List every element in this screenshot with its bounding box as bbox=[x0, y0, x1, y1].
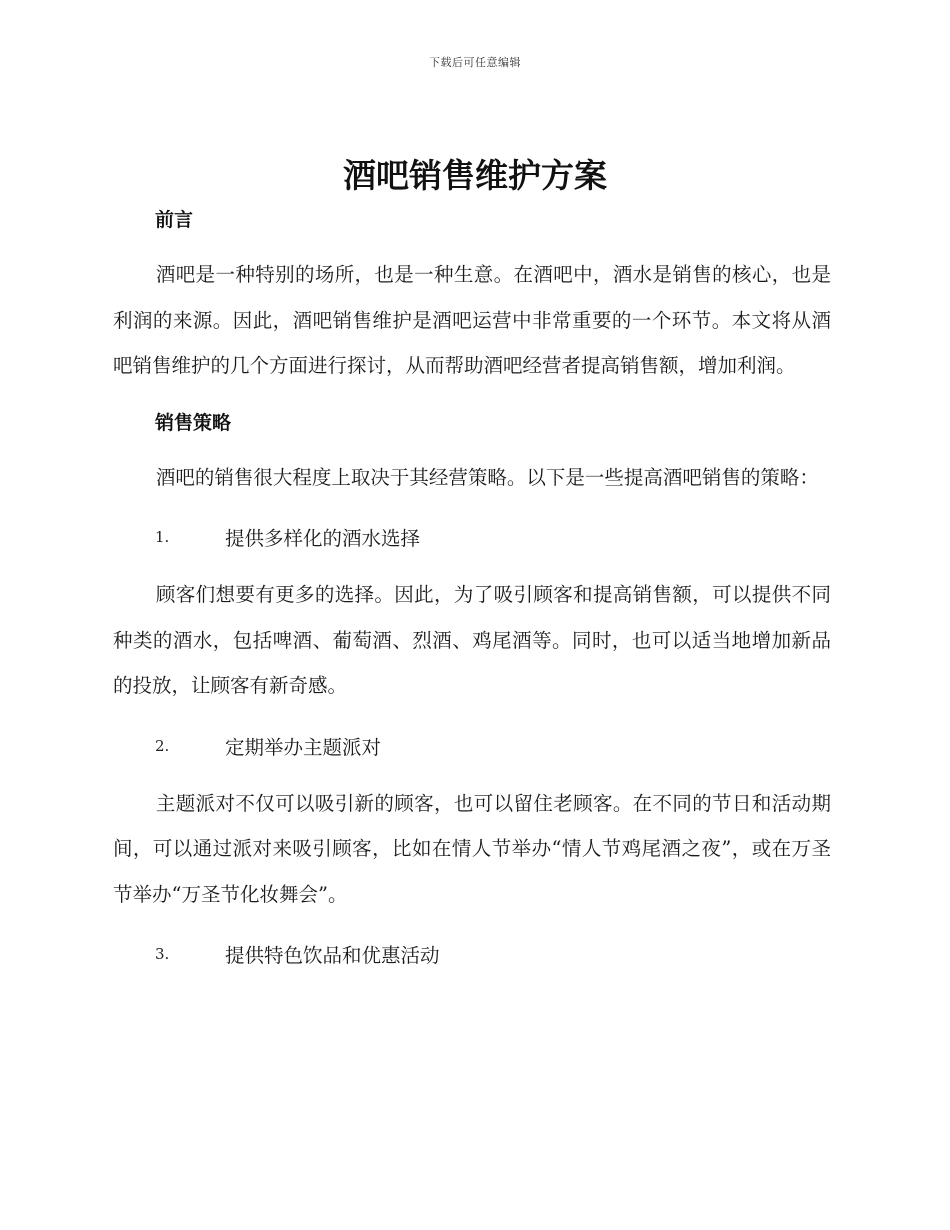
list-item-1 bbox=[155, 514, 831, 560]
list-title: 提供多样化的酒水选择 bbox=[225, 527, 421, 550]
list-title: 提供特色饮品和优惠活动 bbox=[225, 944, 440, 967]
list-item-1-paragraph: 顾客们想要有更多的选择。因此，为了吸引顾客和提高销售额，可以提供不同种类的酒水，包括啤酒、葡萄酒、烈酒、鸡尾酒等。同时，也可以适当地增加新品的投放，让顾客有新奇感。 bbox=[113, 583, 831, 697]
section-heading-strategy: 销售策略 bbox=[155, 411, 232, 434]
list-item-2 bbox=[155, 723, 831, 769]
list-item-3 bbox=[155, 931, 831, 977]
list-number: 1. bbox=[155, 528, 170, 546]
document-title: 酒吧销售维护方案 bbox=[343, 156, 607, 195]
document-body bbox=[113, 200, 831, 977]
section-heading-preface: 前言 bbox=[155, 209, 194, 231]
strategy-intro-paragraph: 酒吧的销售很大程度上取决于其经营策略。以下是一些提高酒吧销售的策略： bbox=[155, 465, 819, 489]
list-number: 2. bbox=[155, 736, 170, 755]
list-title: 定期举办主题派对 bbox=[225, 735, 382, 759]
preface-paragraph: 酒吧是一种特别的场所，也是一种生意。在酒吧中，酒水是销售的核心，也是利润的来源。因此，酒吧销售维护是酒吧运营中非常重要的一个环节。本文将从酒吧销售维护的几个方面进行探讨，从而帮助酒吧经营者提高销售额，增加利润。 bbox=[113, 263, 831, 377]
list-number: 3. bbox=[155, 945, 170, 963]
header-note: 下载后可任意编辑 bbox=[429, 56, 521, 69]
list-item-2-paragraph: 主题派对不仅可以吸引新的顾客，也可以留住老顾客。在不同的节日和活动期间，可以通过派对来吸引顾客，比如在情人节举办“情人节鸡尾酒之夜”，或在万圣节举办“万圣节化妆舞会”。 bbox=[113, 791, 831, 906]
